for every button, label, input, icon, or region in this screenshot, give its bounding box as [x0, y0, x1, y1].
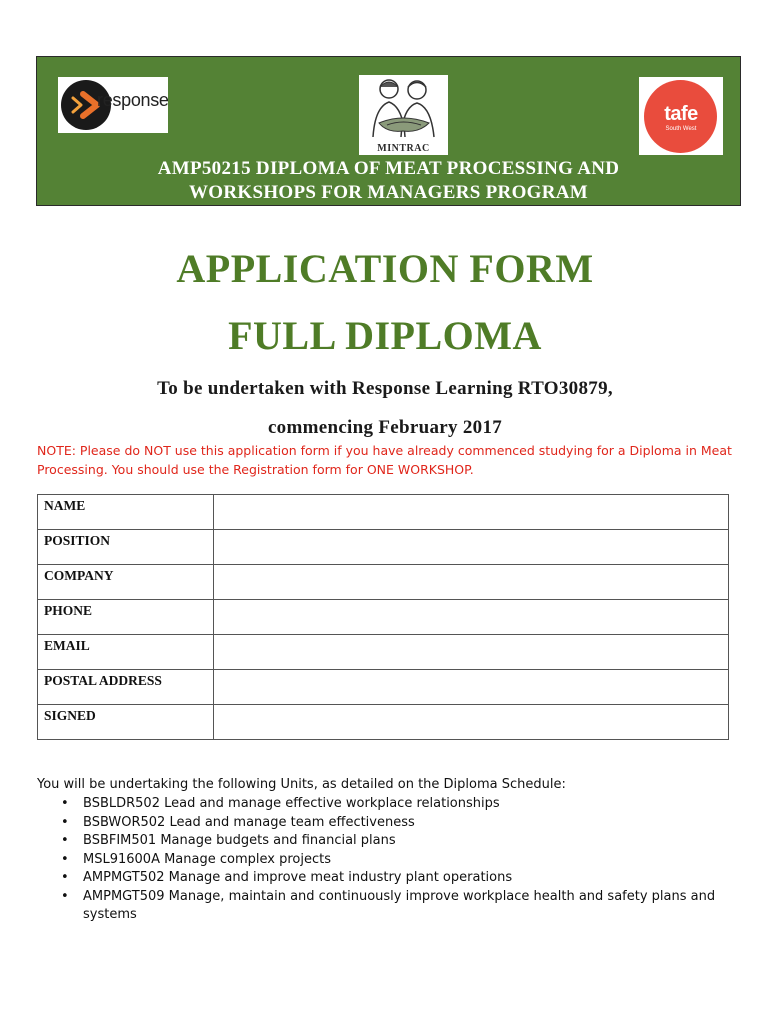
form-field-postal-address-input[interactable] [214, 670, 729, 705]
form-row [38, 635, 729, 670]
provider-line: To be undertaken with Response Learning RTO30879, [157, 378, 613, 399]
form-row [38, 495, 729, 530]
tafe-logo-text: tafe [664, 103, 698, 125]
unit-text: AMPMGT502 Manage and improve meat industry plant operations [83, 870, 513, 885]
form-field-company-input[interactable] [214, 565, 729, 600]
banner-title [37, 157, 740, 205]
note-text: : Please do NOT use this application form if you have already commenced studying for a Diploma in Meat Processing. You should use the Registration form for ONE WORKSHOP. [37, 443, 732, 477]
unit-list-item [37, 851, 717, 870]
units-intro: You will be undertaking the following Units, as detailed on the Diploma Schedule: [37, 777, 566, 792]
form-field-name-input[interactable] [214, 495, 729, 530]
form-field-label: POSTAL ADDRESS [38, 670, 214, 705]
response-logo-text: response [97, 90, 169, 110]
form-field-label: PHONE [38, 600, 214, 635]
form-field-email-input[interactable] [214, 635, 729, 670]
form-field-phone-input[interactable] [214, 600, 729, 635]
response-logo [58, 77, 168, 133]
unit-text: BSBFIM501 Manage budgets and financial plans [83, 833, 396, 848]
bullet-icon: • [61, 796, 69, 811]
bullet-icon: • [61, 851, 69, 867]
form-row [38, 530, 729, 565]
mintrac-illustration [359, 75, 448, 145]
note-label: NOTE [37, 443, 72, 458]
form-row [38, 705, 729, 740]
unit-text: BSBWOR502 Lead and manage team effectiveness [83, 814, 415, 830]
page-subtitle: FULL DIPLOMA [228, 313, 542, 358]
unit-text: AMPMGT509 Manage, maintain and continuously improve workplace health and safety plans and systems [83, 888, 716, 922]
form-field-label: COMPANY [38, 565, 214, 600]
tafe-logo [639, 77, 723, 155]
mintrac-logo-text: MINTRAC [377, 143, 430, 154]
bullet-icon: • [61, 870, 69, 885]
note-warning [37, 441, 737, 479]
form-field-signed-input[interactable] [214, 705, 729, 740]
mintrac-logo [359, 75, 448, 155]
form-row [38, 600, 729, 635]
unit-list-item [37, 869, 717, 888]
form-field-label: EMAIL [38, 635, 214, 670]
bullet-icon: • [61, 888, 69, 904]
commencement-line: commencing February 2017 [267, 417, 503, 438]
header-banner [36, 56, 741, 206]
bullet-icon: • [61, 814, 69, 830]
banner-title-line2: WORKSHOPS FOR MANAGERS PROGRAM [188, 182, 589, 203]
unit-list-item [37, 888, 717, 925]
unit-list-item [37, 795, 717, 814]
application-form-table [37, 494, 729, 740]
units-list [37, 795, 717, 925]
form-field-label: POSITION [38, 530, 214, 565]
form-field-label: SIGNED [38, 705, 214, 740]
unit-text: MSL91600A Manage complex projects [83, 851, 331, 867]
banner-title-line1: AMP50215 DIPLOMA OF MEAT PROCESSING AND [157, 158, 620, 179]
bullet-icon: • [61, 833, 69, 848]
unit-list-item [37, 832, 717, 851]
tafe-logo-subtext: South West [665, 126, 697, 132]
form-row [38, 565, 729, 600]
unit-list-item [37, 814, 717, 833]
form-field-label: NAME [38, 495, 214, 530]
form-field-position-input[interactable] [214, 530, 729, 565]
page-title: APPLICATION FORM [176, 246, 594, 291]
unit-text: BSBLDR502 Lead and manage effective workplace relationships [83, 796, 500, 811]
form-row [38, 670, 729, 705]
